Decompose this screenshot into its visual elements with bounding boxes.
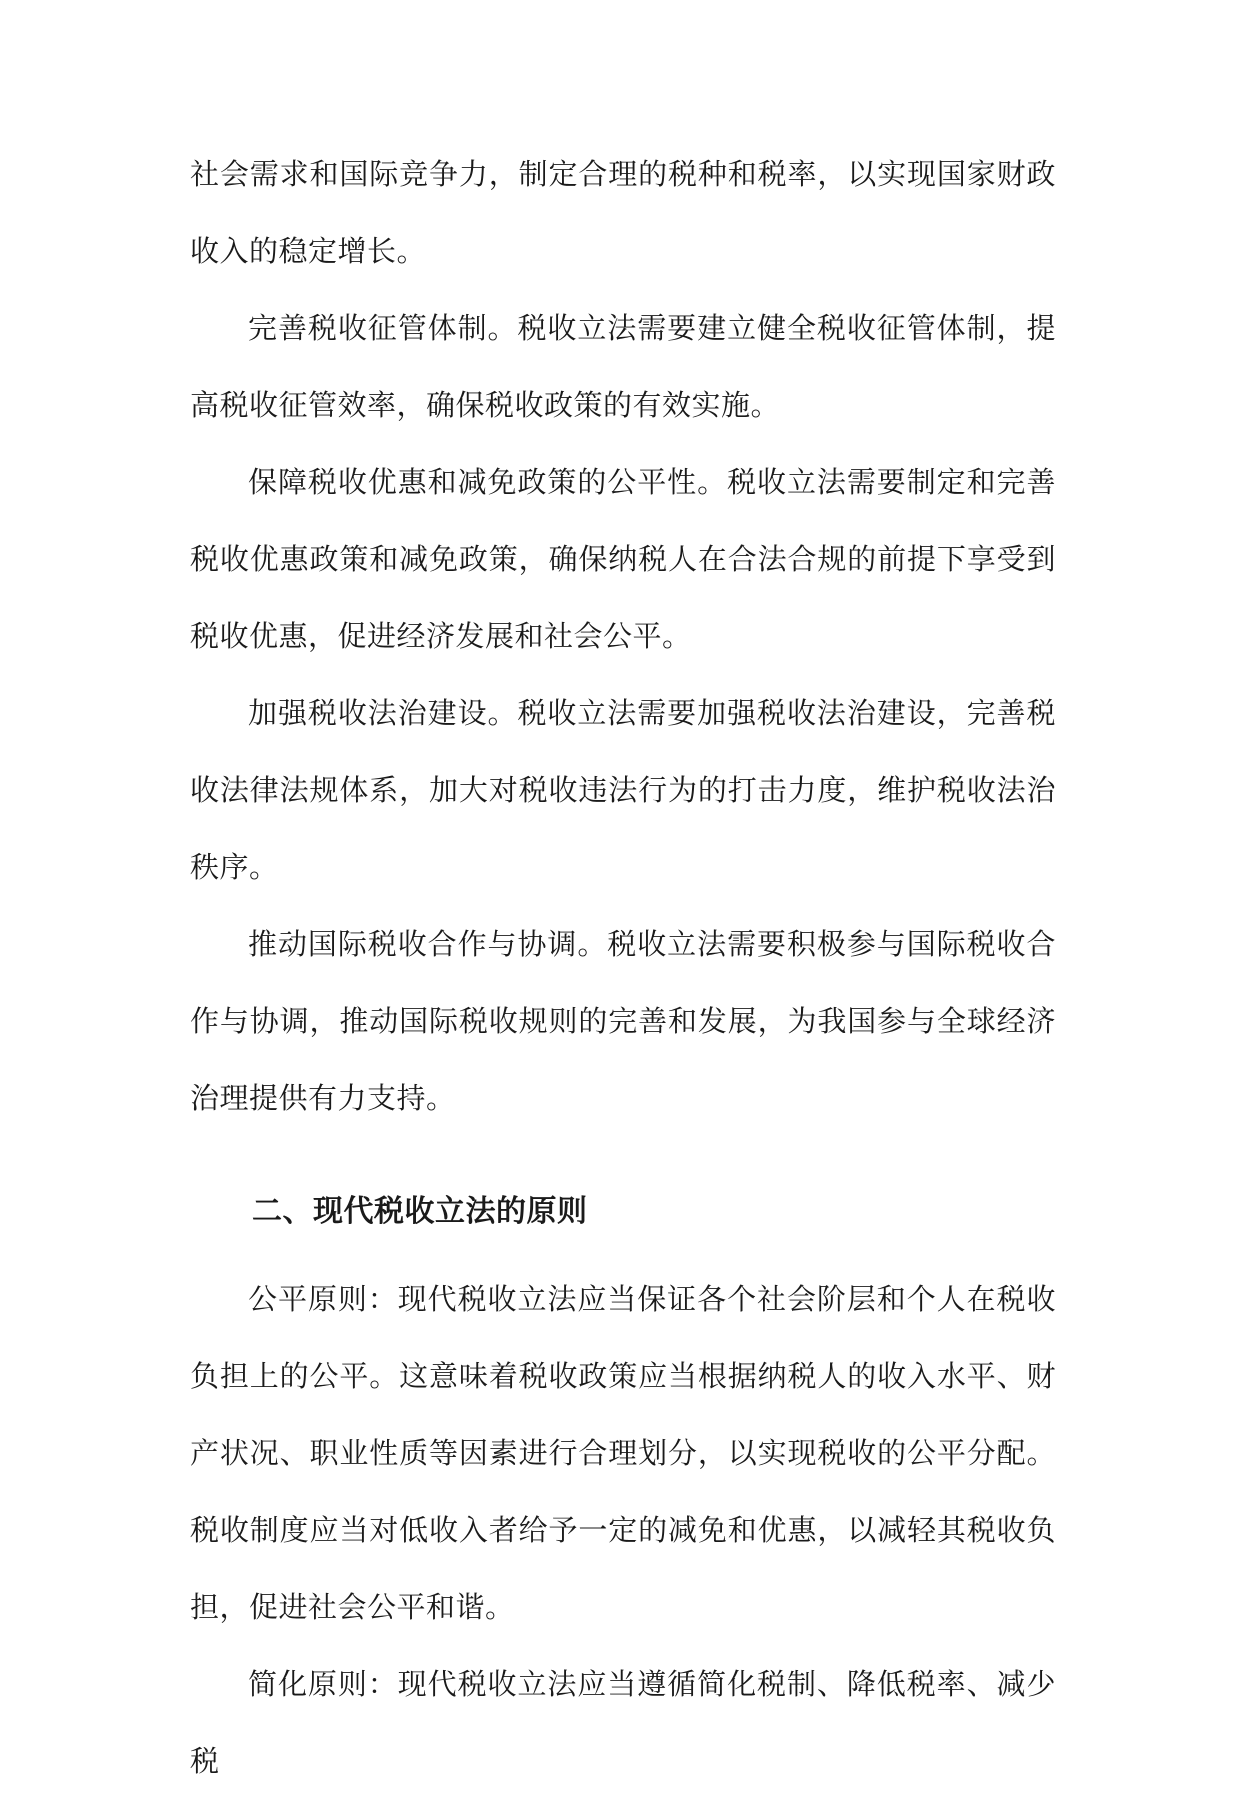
paragraph-international-cooperation: 推动国际税收合作与协调。税收立法需要积极参与国际税收合作与协调，推动国际税收规则的完善和发展，为我国参与全球经济治理提供有力支持。 — [190, 927, 1056, 1115]
section-heading: 二、现代税收立法的原则 — [252, 1194, 588, 1229]
paragraph-rule-of-law: 加强税收法治建设。税收立法需要加强税收法治建设，完善税收法律法规体系，加大对税收违法行为的打击力度，维护税收法治秩序。 — [190, 696, 1056, 884]
paragraph-continuation: 社会需求和国际竞争力，制定合理的税种和税率，以实现国家财政收入的稳定增长。 — [190, 157, 1056, 268]
paragraph-tax-administration: 完善税收征管体制。税收立法需要建立健全税收征管体制，提高税收征管效率，确保税收政策的有效实施。 — [190, 311, 1056, 422]
paragraph-fairness-principle: 公平原则：现代税收立法应当保证各个社会阶层和个人在税收负担上的公平。这意味着税收政策应当根据纳税人的收入水平、财产状况、职业性质等因素进行合理划分，以实现税收的公平分配。税收制度应当对低收入者给予一定的减免和优惠，以减轻其税收负担，促进社会公平和谐。 — [190, 1282, 1056, 1624]
paragraph-tax-incentives: 保障税收优惠和减免政策的公平性。税收立法需要制定和完善税收优惠政策和减免政策，确保纳税人在合法合规的前提下享受到税收优惠，促进经济发展和社会公平。 — [190, 465, 1056, 653]
paragraph-simplicity-principle: 简化原则：现代税收立法应当遵循简化税制、降低税率、减少税 — [190, 1667, 1056, 1778]
page-content — [190, 136, 1056, 1800]
